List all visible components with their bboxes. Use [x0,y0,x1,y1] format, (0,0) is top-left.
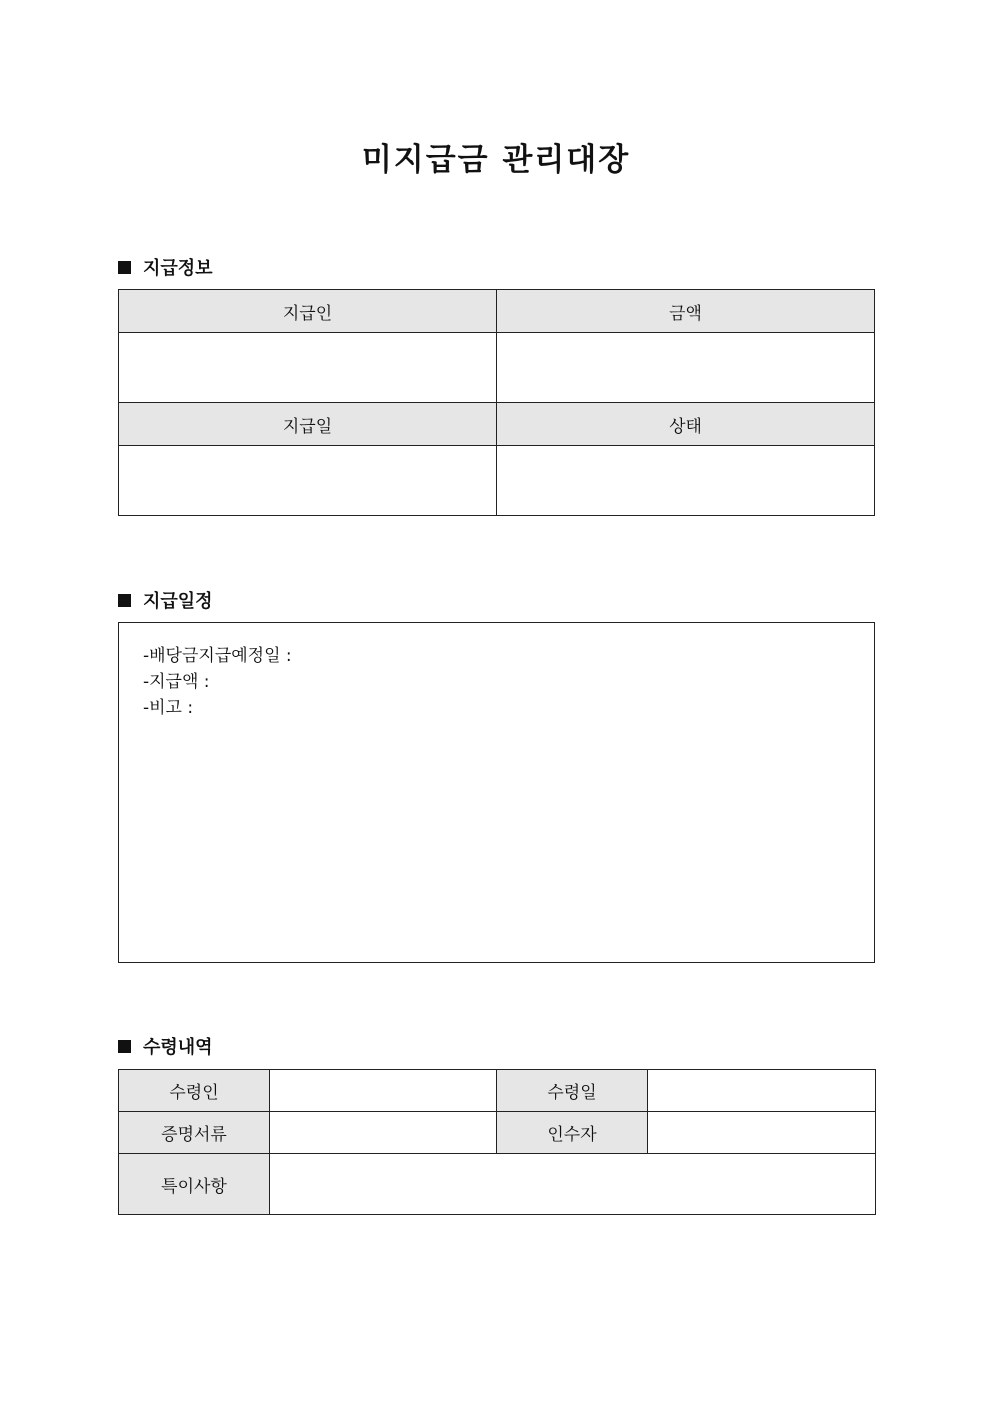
square-bullet-icon [118,261,131,274]
section-heading-label: 수령내역 [143,1037,213,1058]
receipt-date-value-cell[interactable] [648,1070,876,1112]
payment-info-table [118,289,875,516]
receiver-header: 인수자 [497,1112,648,1154]
page-title: 미지급금 관리대장 [361,142,631,178]
square-bullet-icon [118,1040,131,1053]
payment-date-value-cell[interactable] [119,446,497,516]
section-heading-payment-info [118,254,213,280]
status-value-cell[interactable] [497,446,875,516]
amount-header: 금액 [497,290,875,333]
section-heading-label: 지급정보 [143,258,213,279]
schedule-line-remarks: -비고 : [143,698,194,718]
payer-header: 지급인 [119,290,497,333]
receiver-value-cell[interactable] [648,1112,876,1154]
section-heading-receipt [118,1033,213,1059]
schedule-box[interactable] [118,622,875,963]
amount-value-cell[interactable] [497,333,875,403]
proof-docs-header: 증명서류 [119,1112,270,1154]
remarks-value-cell[interactable] [270,1154,876,1215]
schedule-lines [119,623,874,721]
proof-docs-value-cell[interactable] [270,1112,497,1154]
schedule-line-amount: -지급액 : [143,672,210,692]
square-bullet-icon [118,594,131,607]
section-heading-schedule [118,587,213,613]
recipient-value-cell[interactable] [270,1070,497,1112]
schedule-line-dividend-date: -배당금지급예정일 : [143,646,292,666]
receipt-date-header: 수령일 [497,1070,648,1112]
section-heading-label: 지급일정 [143,591,213,612]
payer-value-cell[interactable] [119,333,497,403]
status-header: 상태 [497,403,875,446]
payment-date-header: 지급일 [119,403,497,446]
receipt-table [118,1069,876,1215]
recipient-header: 수령인 [119,1070,270,1112]
remarks-header: 특이사항 [119,1154,270,1215]
